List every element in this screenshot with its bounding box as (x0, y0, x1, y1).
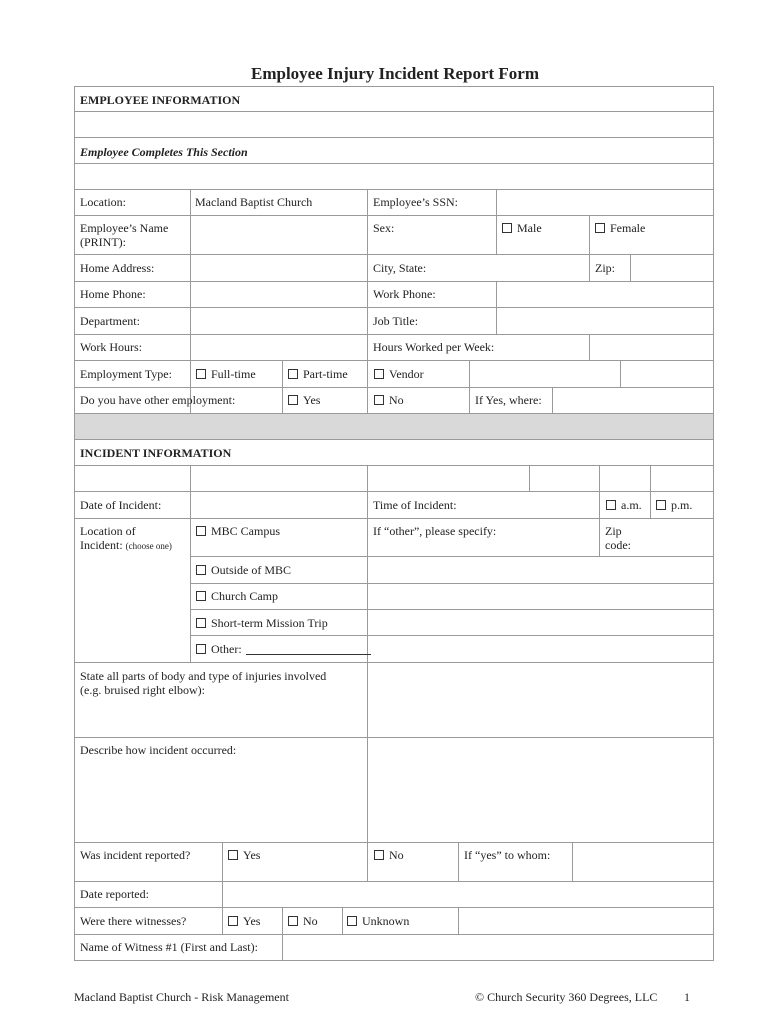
hours-per-week-label: Hours Worked per Week: (373, 340, 495, 354)
male-checkbox[interactable] (502, 221, 542, 235)
other-employment-where-field[interactable] (553, 388, 712, 412)
mbc-campus-checkbox[interactable] (196, 524, 280, 538)
col-rule (367, 842, 368, 881)
name-label-line1: Employee’s Name (80, 221, 169, 235)
if-yes-where-label: If Yes, where: (475, 393, 542, 407)
col-rule (589, 215, 590, 254)
was-reported-label: Was incident reported? (80, 848, 191, 862)
vendor-checkbox[interactable] (374, 367, 424, 381)
job-title-field[interactable] (497, 308, 712, 333)
location-value: Macland Baptist Church (195, 195, 313, 209)
work-hours-label: Work Hours: (80, 340, 143, 354)
incident-description-field[interactable] (368, 738, 712, 841)
choose-one-hint: (choose one) (125, 541, 172, 551)
other-write-in-line[interactable] (246, 643, 371, 655)
hours-per-week-field[interactable] (590, 335, 712, 359)
zip-code-label-line1: Zip (605, 524, 622, 538)
church-camp-checkbox[interactable] (196, 589, 278, 603)
employment-type-label: Employment Type: (80, 367, 172, 381)
no-option-label: No (389, 848, 404, 862)
male-option-label: Male (517, 221, 542, 235)
describe-incident-label: Describe how incident occurred: (80, 743, 237, 757)
full-time-checkbox[interactable] (196, 367, 256, 381)
witnesses-no-checkbox[interactable] (288, 914, 318, 928)
reported-no-checkbox[interactable] (374, 848, 404, 862)
mission-trip-checkbox[interactable] (196, 616, 328, 630)
table-border-bottom (74, 960, 714, 961)
job-title-label: Job Title: (373, 314, 419, 328)
checkbox-icon (374, 850, 384, 860)
checkbox-icon (374, 369, 384, 379)
col-rule (650, 465, 651, 518)
date-reported-field[interactable] (223, 882, 712, 906)
checkbox-icon (196, 526, 206, 536)
if-other-specify-label: If “other”, please specify: (373, 524, 497, 538)
page-number: 1 (684, 990, 690, 1004)
row-rule (74, 137, 714, 138)
col-rule (496, 215, 497, 254)
female-checkbox[interactable] (595, 221, 645, 235)
date-of-incident-field[interactable] (191, 492, 366, 517)
location-label: Location: (80, 195, 126, 209)
row-rule (74, 360, 714, 361)
zip-code-label-line2: code: (605, 538, 631, 552)
row-rule (190, 556, 714, 557)
col-rule (599, 465, 600, 556)
no-option-label: No (303, 914, 318, 928)
witnesses-yes-checkbox[interactable] (228, 914, 260, 928)
row-rule (190, 635, 714, 636)
date-of-incident-label: Date of Incident: (80, 498, 162, 512)
section-subheading: Employee Completes This Section (80, 145, 248, 159)
other-option-label: Other: (211, 642, 242, 656)
date-reported-label: Date reported: (80, 887, 149, 901)
outside-mbc-checkbox[interactable] (196, 563, 291, 577)
work-phone-field[interactable] (497, 282, 712, 306)
city-state-label: City, State: (373, 261, 427, 275)
am-checkbox[interactable] (606, 498, 642, 512)
row-rule (74, 491, 714, 492)
col-rule (529, 465, 530, 491)
witnesses-extra-field[interactable] (459, 908, 712, 933)
checkbox-icon (288, 369, 298, 379)
row-rule (74, 439, 714, 440)
department-field[interactable] (191, 308, 366, 333)
work-hours-field[interactable] (191, 335, 366, 359)
location-of-incident-label-line1: Location of (80, 524, 136, 538)
checkbox-icon (502, 223, 512, 233)
reported-yes-checkbox[interactable] (228, 848, 260, 862)
col-rule (282, 907, 283, 934)
checkbox-icon (228, 850, 238, 860)
row-rule (190, 583, 714, 584)
witness1-label: Name of Witness #1 (First and Last): (80, 940, 258, 954)
checkbox-icon (196, 644, 206, 654)
other-employment-no-checkbox[interactable] (374, 393, 404, 407)
mission-trip-option-label: Short-term Mission Trip (211, 616, 328, 630)
part-time-checkbox[interactable] (288, 367, 348, 381)
table-border-right (713, 86, 714, 961)
other-employment-label: Do you have other employment: (80, 393, 236, 407)
time-of-incident-label: Time of Incident: (373, 498, 457, 512)
col-rule (367, 465, 368, 662)
city-state-field[interactable] (368, 255, 588, 280)
row-rule (74, 465, 714, 466)
am-option-label: a.m. (621, 498, 642, 512)
table-border-top (74, 86, 714, 87)
col-rule (342, 907, 343, 934)
body-parts-label-line2: (e.g. bruised right elbow): (80, 683, 205, 697)
row-rule (74, 215, 714, 216)
row-rule (190, 609, 714, 610)
footer-left: Macland Baptist Church - Risk Management (74, 990, 289, 1004)
witnesses-label: Were there witnesses? (80, 914, 187, 928)
other-location-field[interactable] (368, 519, 598, 555)
checkbox-icon (595, 223, 605, 233)
name-label-line2: (PRINT): (80, 235, 126, 249)
reported-to-whom-field[interactable] (573, 843, 712, 880)
row-rule (74, 163, 714, 164)
work-phone-label: Work Phone: (373, 287, 436, 301)
part-time-option-label: Part-time (303, 367, 348, 381)
zip-field[interactable] (631, 255, 712, 280)
checkbox-icon (196, 565, 206, 575)
form-table (74, 86, 714, 961)
checkbox-icon (196, 591, 206, 601)
checkbox-icon (196, 369, 206, 379)
pm-option-label: p.m. (671, 498, 693, 512)
other-location-checkbox[interactable] (196, 642, 371, 656)
yes-option-label: Yes (303, 393, 321, 407)
checkbox-icon (606, 500, 616, 510)
col-rule (367, 189, 368, 413)
checkbox-icon (347, 916, 357, 926)
witnesses-unknown-checkbox[interactable] (347, 914, 409, 928)
checkbox-icon (656, 500, 666, 510)
zip-label: Zip: (595, 261, 615, 275)
checkbox-icon (196, 618, 206, 628)
yes-option-label: Yes (243, 914, 261, 928)
injuries-field[interactable] (368, 663, 712, 736)
col-rule (458, 842, 459, 881)
employee-name-field[interactable] (191, 216, 366, 253)
mbc-campus-option-label: MBC Campus (211, 524, 281, 538)
table-border-left (74, 86, 75, 961)
footer-copyright: © Church Security 360 Degrees, LLC (475, 990, 658, 1004)
checkbox-icon (228, 916, 238, 926)
church-camp-option-label: Church Camp (211, 589, 278, 603)
checkbox-icon (288, 916, 298, 926)
home-phone-field[interactable] (191, 282, 366, 306)
row-rule (74, 413, 714, 414)
employment-type-extra-field[interactable] (621, 361, 712, 386)
if-yes-to-whom-label: If “yes” to whom: (464, 848, 551, 862)
checkbox-icon (374, 395, 384, 405)
other-employment-yes-checkbox[interactable] (288, 393, 320, 407)
col-rule (589, 254, 590, 281)
location-of-incident-label-line2 (80, 538, 172, 553)
ssn-field[interactable] (497, 190, 712, 214)
section-divider-shade (75, 414, 713, 439)
witness1-name-field[interactable] (283, 935, 712, 959)
sex-label: Sex: (373, 221, 395, 235)
no-option-label: No (389, 393, 404, 407)
col-rule (469, 360, 470, 413)
home-address-field[interactable] (191, 255, 366, 280)
incident-label: Incident: (80, 538, 123, 552)
yes-option-label: Yes (243, 848, 261, 862)
vendor-option-label: Vendor (389, 367, 424, 381)
row-rule (74, 111, 714, 112)
form-title: Employee Injury Incident Report Form (250, 64, 540, 83)
body-parts-label-line1: State all parts of body and type of injuries involved (80, 669, 327, 683)
checkbox-icon (288, 395, 298, 405)
full-time-option-label: Full-time (211, 367, 256, 381)
pm-checkbox[interactable] (656, 498, 692, 512)
ssn-label: Employee’s SSN: (373, 195, 459, 209)
col-rule (282, 360, 283, 413)
section-heading-employee: EMPLOYEE INFORMATION (80, 93, 241, 107)
home-phone-label: Home Phone: (80, 287, 146, 301)
home-address-label: Home Address: (80, 261, 155, 275)
unknown-option-label: Unknown (362, 914, 410, 928)
outside-mbc-option-label: Outside of MBC (211, 563, 292, 577)
section-heading-incident: INCIDENT INFORMATION (80, 446, 232, 460)
department-label: Department: (80, 314, 140, 328)
female-option-label: Female (610, 221, 646, 235)
